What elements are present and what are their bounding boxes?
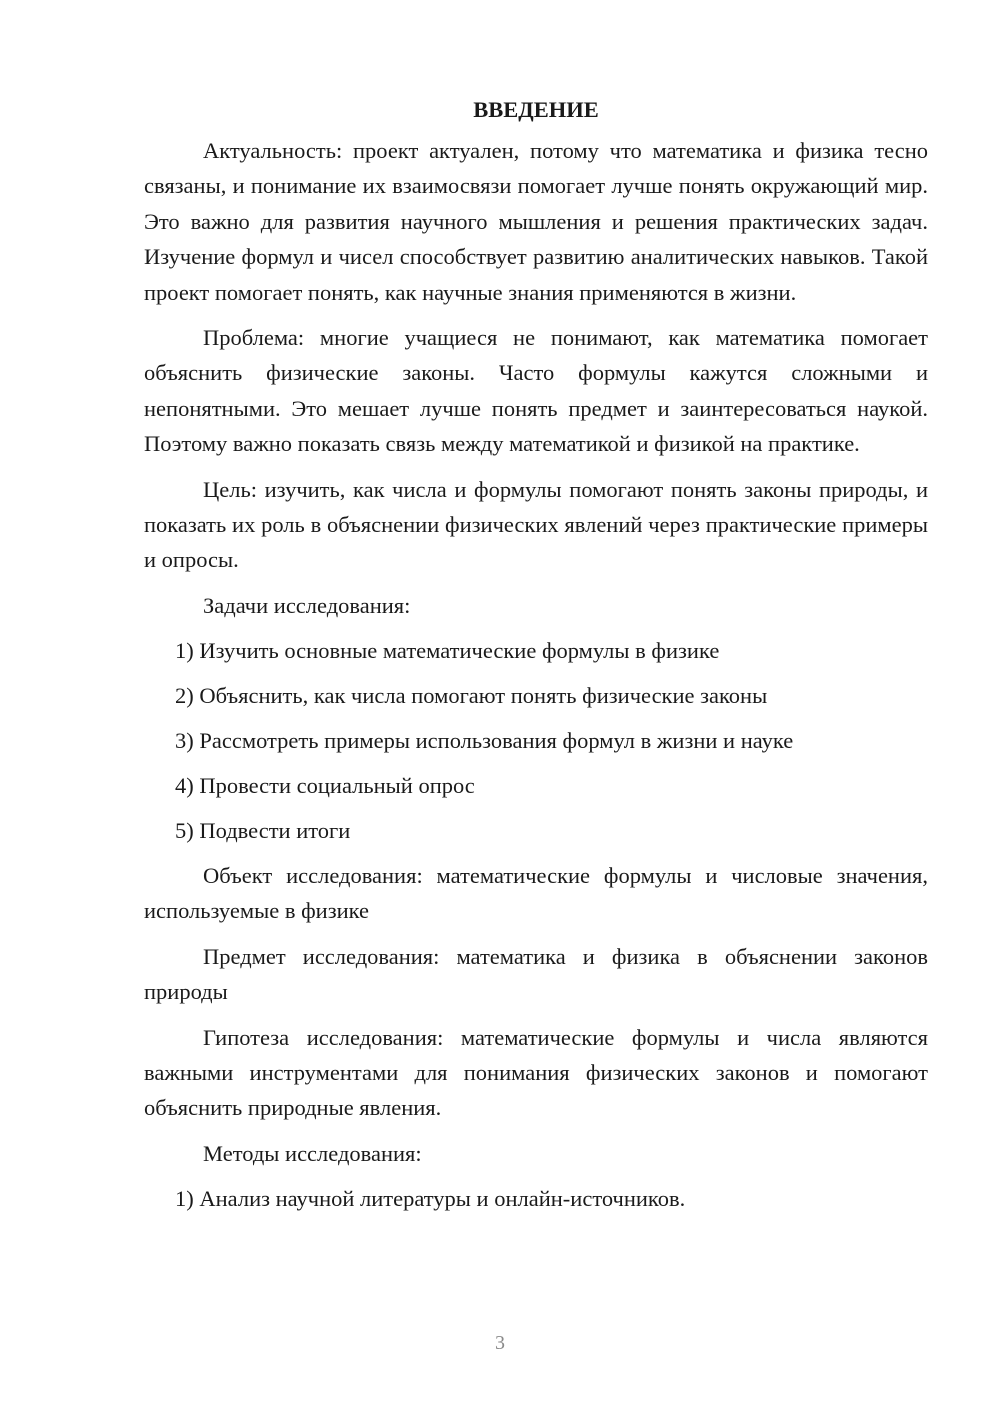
page-number: 3	[495, 1332, 505, 1354]
document-page	[144, 92, 928, 1216]
problem-paragraph: Проблема: многие учащиеся не понимают, как математика помогает объяснить физические законы. Часто формулы кажутся сложными и непонятными. Это мешает лучше понять предмет и заинтересоваться наукой. Поэтому важно показать связь между математикой и физикой на практике.	[144, 325, 928, 457]
page-title: ВВЕДЕНИЕ	[473, 97, 599, 122]
hypothesis-paragraph: Гипотеза исследования: математические формулы и числа являются важными инструментами для понимания физических законов и помогают объяснить природные явления.	[144, 1024, 928, 1121]
tasks-list	[144, 633, 928, 848]
goal-paragraph: Цель: изучить, как числа и формулы помогают понять законы природы, и показать их роль в объяснении физических явлений через практические примеры и опросы.	[144, 476, 928, 573]
tasks-heading: Задачи исследования:	[203, 592, 411, 618]
subject-paragraph: Предмет исследования: математика и физика в объяснении законов природы	[144, 943, 928, 1005]
object-paragraph: Объект исследования: математические формулы и числовые значения, используемые в физике	[144, 862, 928, 924]
list-item: 1) Анализ научной литературы и онлайн-источников.	[175, 1185, 686, 1211]
list-item: 3) Рассмотреть примеры использования формул в жизни и науке	[175, 727, 794, 753]
relevance-paragraph: Актуальность: проект актуален, потому что математика и физика тесно связаны, и понимание их взаимосвязи помогает лучше понять окружающий мир. Это важно для развития научного мышления и решения практических задач. Изучение формул и чисел способствует развитию аналитических навыков. Такой проект помогает понять, как научные знания применяются в жизни.	[144, 138, 928, 305]
list-item: 1) Изучить основные математические формулы в физике	[175, 637, 720, 663]
list-item: 2) Объяснить, как числа помогают понять физические законы	[175, 682, 768, 708]
methods-list	[144, 1181, 928, 1216]
methods-heading: Методы исследования:	[203, 1140, 422, 1166]
list-item: 4) Провести социальный опрос	[175, 772, 475, 798]
list-item: 5) Подвести итоги	[175, 817, 351, 843]
